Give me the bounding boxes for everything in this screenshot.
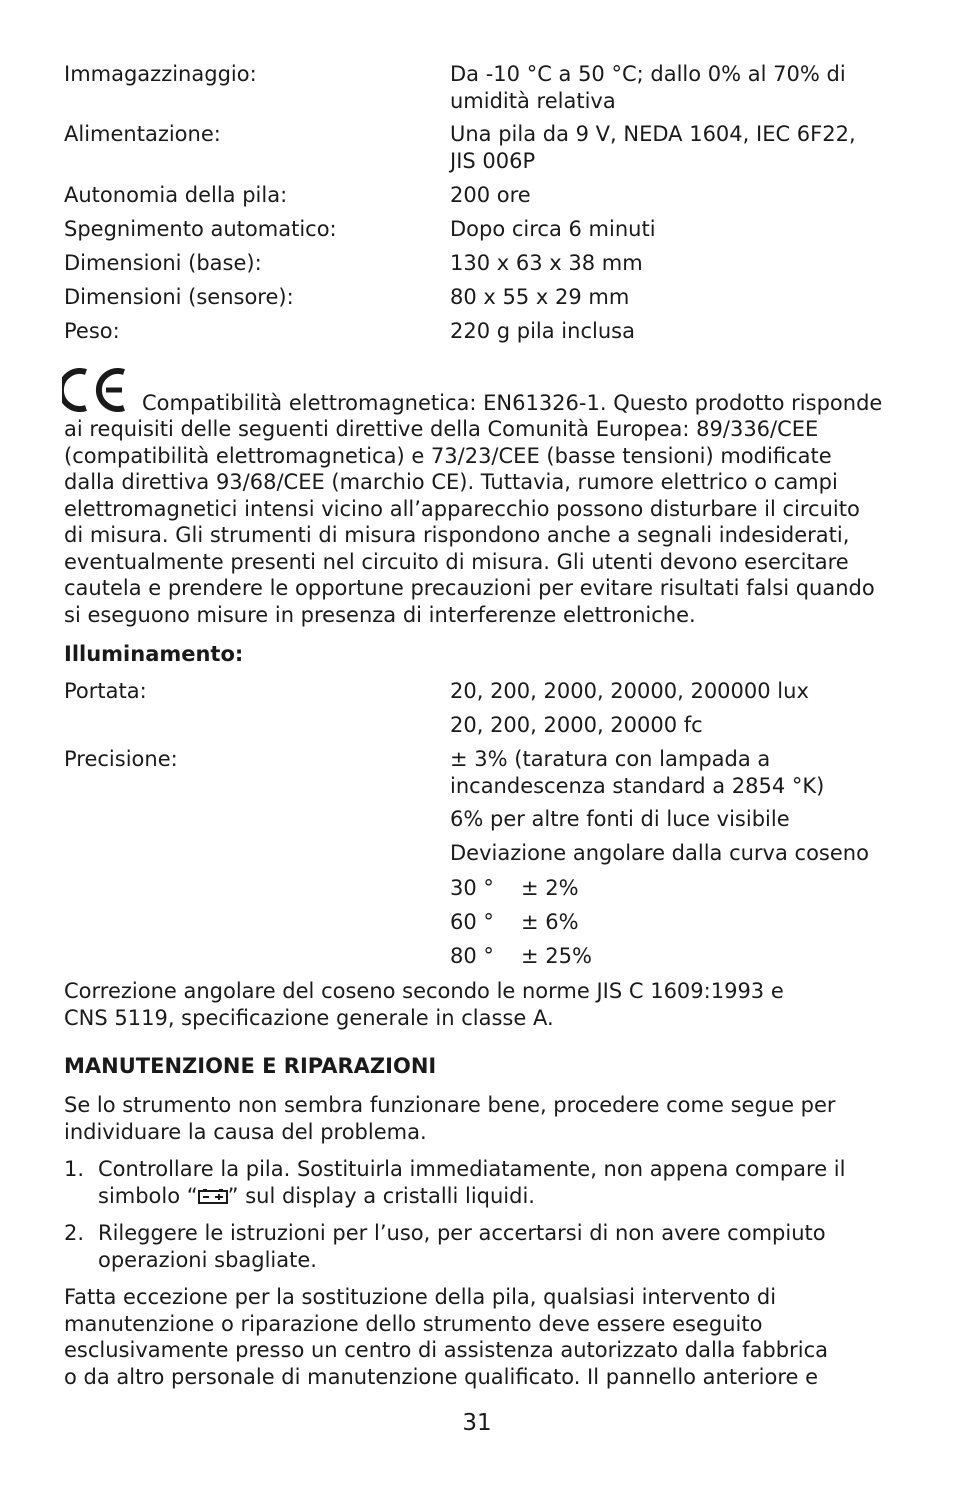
maintenance-closing-paragraph xyxy=(64,1284,894,1390)
spec-value-auto-off: Dopo circa 6 minuti xyxy=(450,217,656,241)
list-item-text: simbolo “ xyxy=(98,1183,198,1208)
list-item-number: 2. xyxy=(64,1221,85,1245)
precision-line: ± 3% (taratura con lampada a xyxy=(450,747,771,771)
spec-value-weight: 220 g pila inclusa xyxy=(450,319,635,343)
spec-value-line: umidità relativa xyxy=(450,88,616,113)
range-value-lux: 20, 200, 2000, 20000, 200000 lux xyxy=(450,679,809,703)
paragraph-line: esclusivamente presso un centro di assistenza autorizzato dalla fabbrica xyxy=(64,1338,828,1362)
angle-value: 60 ° xyxy=(450,910,494,934)
ce-paragraph-first-line: Compatibilità elettromagnetica: EN61326-1. Questo prodotto risponde xyxy=(142,391,883,415)
spec-label-auto-off: Spegnimento automatico: xyxy=(64,217,337,241)
paragraph-line: Fatta eccezione per la sostituzione della pila, qualsiasi intervento di xyxy=(64,1285,777,1309)
spec-value-dimensions-base: 130 x 63 x 38 mm xyxy=(450,251,643,275)
paragraph-line: si eseguono misure in presenza di interferenze elettroniche. xyxy=(64,602,696,627)
spec-value-storage xyxy=(450,61,890,114)
precision-label: Precisione: xyxy=(64,747,178,771)
paragraph-line: o da altro personale di manutenzione qualificato. Il pannello anteriore e xyxy=(64,1364,819,1389)
precision-value xyxy=(450,746,890,799)
paragraph-line: ai requisiti delle seguenti direttive della Comunità Europea: 89/336/CEE xyxy=(64,417,819,441)
spec-value-battery-life: 200 ore xyxy=(450,183,531,207)
paragraph-line: CNS 5119, specificazione generale in classe A. xyxy=(64,1005,554,1030)
precision-other-sources: 6% per altre fonti di luce visibile xyxy=(450,807,790,831)
cosine-correction-paragraph xyxy=(64,978,894,1031)
list-item-reread-instructions xyxy=(98,1220,898,1273)
ce-paragraph xyxy=(64,416,894,628)
paragraph-line: di misura. Gli strumenti di misura rispondono anche a segnali indesiderati, xyxy=(64,523,850,547)
spec-value-power xyxy=(450,121,890,174)
precision-line: incandescenza standard a 2854 °K) xyxy=(450,773,825,798)
ce-mark-icon xyxy=(62,368,128,412)
paragraph-line: cautela e prendere le opportune precauzioni per evitare risultati falsi quando xyxy=(64,576,875,600)
angle-value: 80 ° xyxy=(450,944,494,968)
spec-label-power: Alimentazione: xyxy=(64,122,221,146)
spec-value-line: JIS 006P xyxy=(450,148,536,173)
maintenance-intro xyxy=(64,1092,894,1145)
paragraph-line: Se lo strumento non sembra funzionare bene, procedere come segue per xyxy=(64,1093,836,1117)
section-heading-maintenance: MANUTENZIONE E RIPARAZIONI xyxy=(64,1054,437,1078)
list-item-check-battery xyxy=(98,1156,898,1209)
spec-label-storage: Immagazzinaggio: xyxy=(64,62,257,86)
paragraph-line: manutenzione o riparazione dello strumento deve essere eseguito xyxy=(64,1311,763,1336)
angle-error: ± 6% xyxy=(521,910,579,934)
angular-deviation-label: Deviazione angolare dalla curva coseno xyxy=(450,841,869,865)
list-item-line: Rileggere le istruzioni per l’uso, per accertarsi di non avere compiuto xyxy=(98,1221,826,1245)
list-item-text: ” sul display a cristalli liquidi. xyxy=(227,1183,535,1208)
angle-value: 30 ° xyxy=(450,876,494,900)
paragraph-line: individuare la causa del problema. xyxy=(64,1119,427,1144)
spec-value-dimensions-sensor: 80 x 55 x 29 mm xyxy=(450,285,630,309)
paragraph-line: Correzione angolare del coseno secondo le norme JIS C 1609:1993 e xyxy=(64,979,784,1003)
list-item-line: operazioni sbagliate. xyxy=(98,1247,317,1272)
paragraph-line: dalla direttiva 93/68/CEE (marchio CE). Tuttavia, rumore elettrico o campi xyxy=(64,470,838,494)
page-number: 31 xyxy=(462,1410,492,1436)
battery-icon xyxy=(198,1189,228,1204)
spec-value-line: Da -10 °C a 50 °C; dallo 0% al 70% di xyxy=(450,62,846,86)
list-item-number: 1. xyxy=(64,1157,85,1181)
range-label: Portata: xyxy=(64,679,147,703)
spec-label-dimensions-sensor: Dimensioni (sensore): xyxy=(64,285,294,309)
angle-error: ± 2% xyxy=(521,876,579,900)
spec-label-weight: Peso: xyxy=(64,319,120,343)
spec-label-dimensions-base: Dimensioni (base): xyxy=(64,251,262,275)
section-heading-illuminance: Illuminamento: xyxy=(64,642,244,666)
range-value-fc: 20, 200, 2000, 20000 fc xyxy=(450,713,703,737)
paragraph-line: elettromagnetici intensi vicino all’apparecchio possono disturbare il circuito xyxy=(64,496,860,521)
list-item-line: Controllare la pila. Sostituirla immediatamente, non appena compare il xyxy=(98,1157,846,1181)
paragraph-line: eventualmente presenti nel circuito di misura. Gli utenti devono esercitare xyxy=(64,549,849,574)
spec-label-battery-life: Autonomia della pila: xyxy=(64,183,288,207)
angle-error: ± 25% xyxy=(521,944,592,968)
spec-value-line: Una pila da 9 V, NEDA 1604, IEC 6F22, xyxy=(450,122,856,146)
list-item-line xyxy=(98,1183,898,1210)
paragraph-line: (compatibilità elettromagnetica) e 73/23/CEE (basse tensioni) modificate xyxy=(64,443,832,468)
